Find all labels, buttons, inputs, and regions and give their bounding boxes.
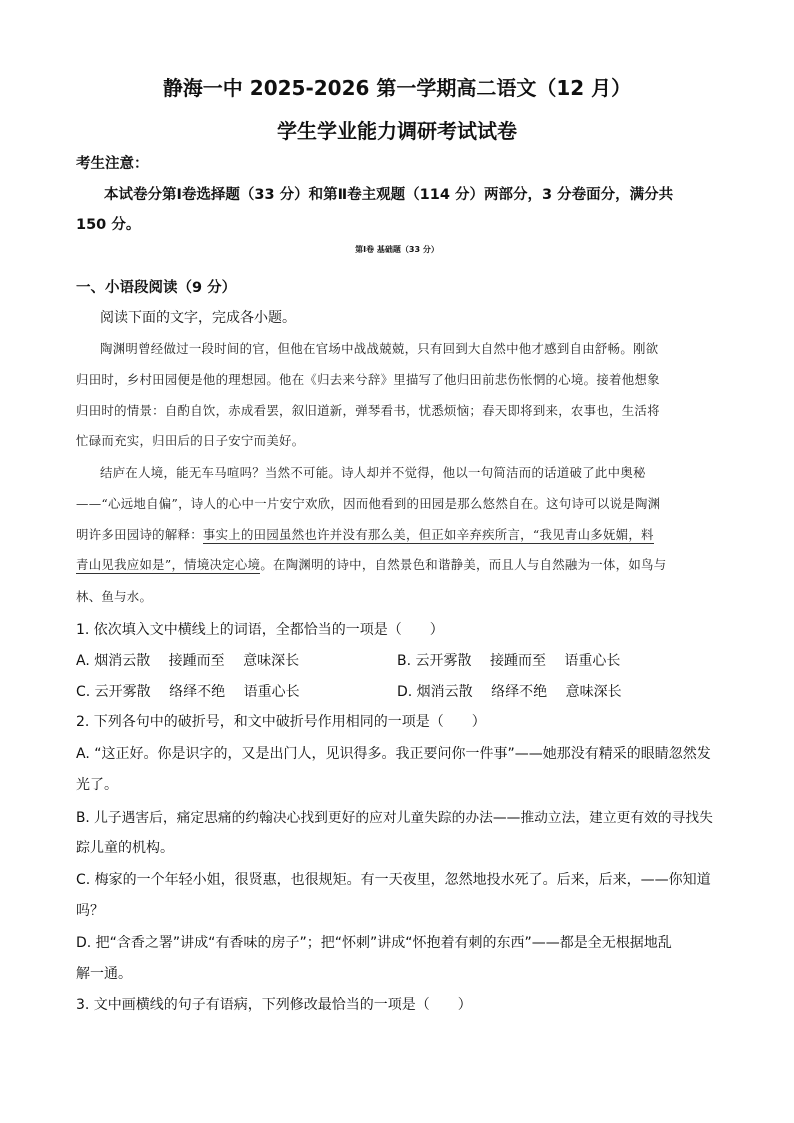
question-stem: 3. 文中画横线的句子有语病，下列修改最恰当的一项是（ ） [76,997,472,1013]
option-d: D. 把“含香之署”讲成“有香味的房子”；把“怀刺”讲成“怀抱着有刺的东西”——都是全无根据地乱 [76,935,672,951]
option-a-cont: 光了。 [76,777,118,793]
option-c-cont: 吗？ [76,903,104,919]
passage-line [76,525,654,543]
option-c: C. 梅家的一个年轻小姐，很贤惠，也很规矩。有一天夜里，忽然地投水死了。后来，后来，——你知道 [76,872,711,888]
passage-line: 结庐在人境，能无车马喧吗？当然不可能。诗人却并不觉得，他以一句简洁而的话道破了此中奥秘 [100,465,646,480]
option-d-cont: 解一通。 [76,966,132,982]
option-b: B. 儿子遇害后，痛定思痛的约翰决心找到更好的应对儿童失踪的办法——推动立法，建立更有效的寻找失 [76,810,713,826]
part1-heading: 第Ⅰ卷 基础题（33 分） [355,245,439,254]
option-a: A. 烟消云散 接踵而至 意味深长 [76,653,300,669]
option-a: A. “这正好。你是识字的，又是出门人，见识得多。我正要问你一件事”——她那没有精采的眼睛忽然发 [76,746,711,762]
passage-line: 林、鱼与水。 [76,589,153,604]
exam-subtitle: 学生学业能力调研考试试卷 [277,119,517,143]
option-b: B. 云开雾散 接踵而至 语重心长 [397,653,621,669]
passage-line: 陶渊明曾经做过一段时间的官，但他在官场中战战兢兢，只有回到大自然中他才感到自由舒畅。刚欲 [100,341,659,356]
passage-line [76,555,666,573]
question-stem: 2. 下列各句中的破折号，和文中破折号作用相同的一项是（ ） [76,714,486,730]
instruction: 阅读下面的文字，完成各小题。 [100,310,296,326]
option-b-cont: 踪儿童的机构。 [76,840,174,856]
notice-line-2: 150 分。 [76,217,141,233]
underlined-sentence: 事实上的田园虽然也许并没有那么美，但正如辛弃疾所言，“我见青山多妩媚，料 [202,527,654,542]
passage-text: 明许多田园诗的解释： [76,527,203,542]
notice-label: 考生注意： [76,156,149,172]
question-stem: 1. 依次填入文中横线上的词语，全都恰当的一项是（ ） [76,622,444,638]
option-d: D. 烟消云散 络绎不绝 意味深长 [397,684,622,700]
passage-line: ——“心远地自偏”，诗人的心中一片安宁欢欣，因而他看到的田园是那么悠然自在。这句诗可以说是陶渊 [76,496,661,511]
section1-heading: 一、小语段阅读（9 分） [76,280,237,296]
passage-line: 忙碌而充实，归田后的日子安宁而美好。 [76,433,305,448]
passage-line: 归田时，乡村田园便是他的理想园。他在《归去来兮辞》里描写了他归田前悲伤怅惘的心境。接着他想象 [76,372,660,387]
exam-title: 静海一中 2025-2026 第一学期高二语文（12 月） [162,76,632,100]
passage-text: 。在陶渊明的诗中，自然景色和谐静美，而且人与自然融为一体，如鸟与 [260,557,667,572]
passage-line: 归田时的情景：自酌自饮，赤成看罢，叙旧道新，弹琴看书，忧悉烦恼；春天即将到来，农事也，生活将 [76,403,660,418]
underlined-sentence: 青山见我应如是”，情境决定心境 [76,557,261,572]
notice-line-1: 本试卷分第Ⅰ卷选择题（33 分）和第Ⅱ卷主观题（114 分）两部分，3 分卷面分，满分共 [104,187,674,203]
option-c: C. 云开雾散 络绎不绝 语重心长 [76,684,300,700]
